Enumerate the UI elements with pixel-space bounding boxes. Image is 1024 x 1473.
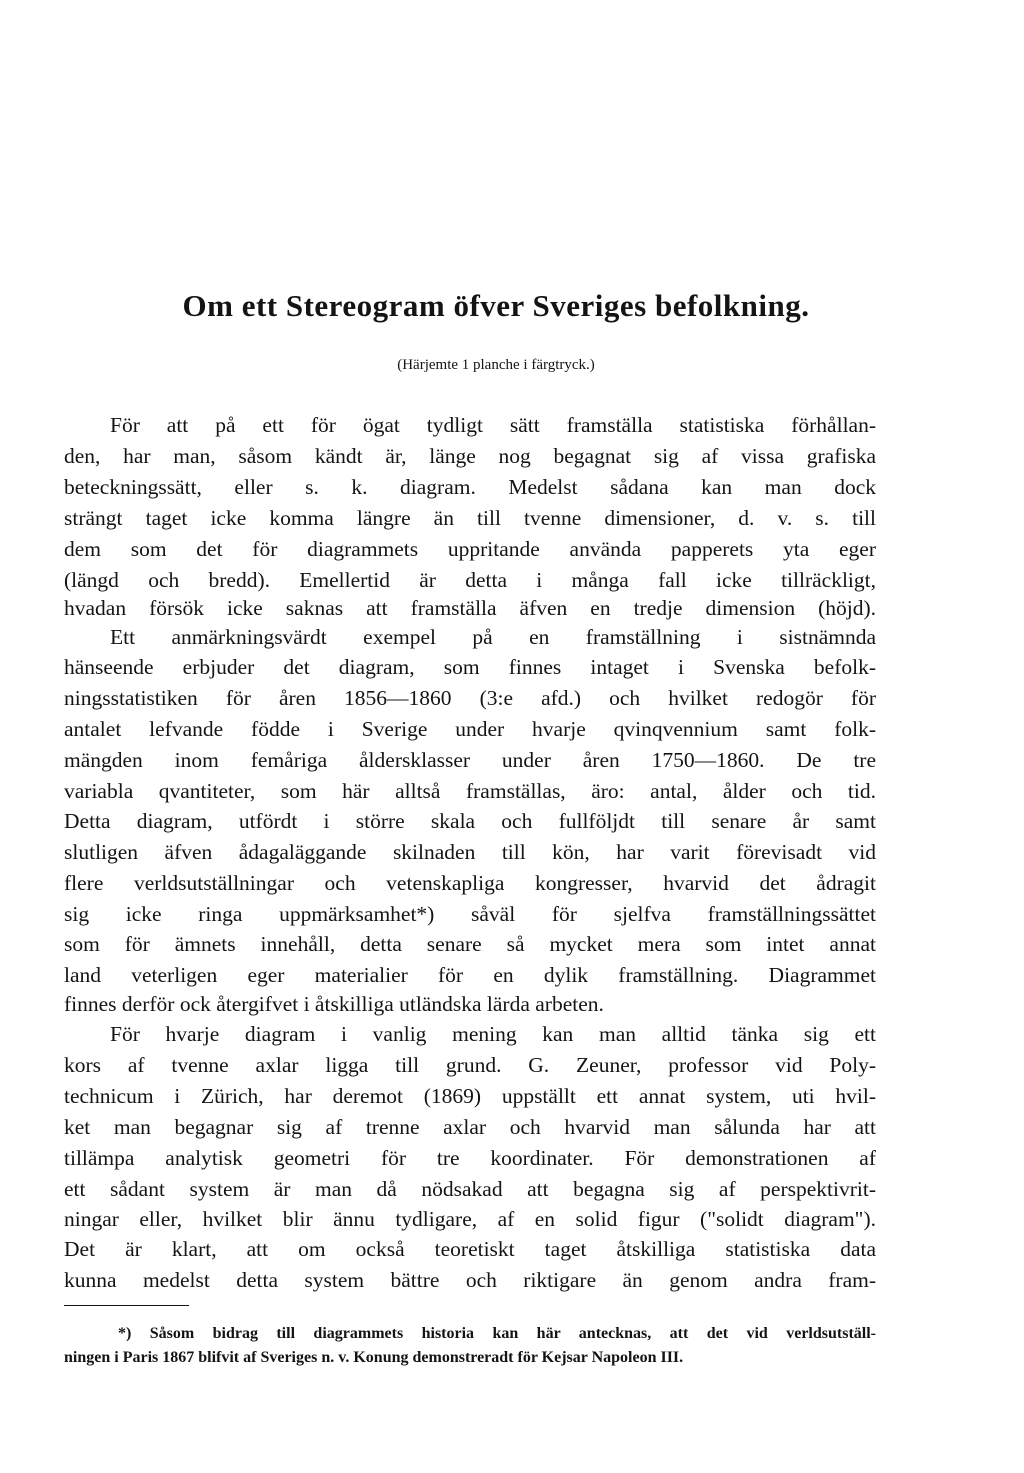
body-line: mängden inom femåriga åldersklasser under åren 1750—1860. De tre <box>64 748 876 772</box>
body-line: beteckningssätt, eller s. k. diagram. Medelst sådana kan man dock <box>64 475 876 499</box>
body-line: ningar eller, hvilket blir ännu tydligare, af en solid figur ("solidt diagram"). <box>64 1207 876 1231</box>
body-line: flere verldsutställningar och vetenskapliga kongresser, hvarvid det ådragit <box>64 871 876 895</box>
body-line: ett sådant system är man då nödsakad att begagna sig af perspektivrit- <box>64 1177 876 1201</box>
body-line: variabla qvantiteter, som här alltså framställas, äro: antal, ålder och tid. <box>64 779 876 803</box>
body-line: hvadan försök icke saknas att framställa äfven en tredje dimension (höjd). <box>64 596 876 620</box>
body-line: För att på ett för ögat tydligt sätt framställa statistiska förhållan- <box>110 413 876 437</box>
body-line: strängt taget icke komma längre än till tvenne dimensioner, d. v. s. till <box>64 506 876 530</box>
body-line: Det är klart, att om också teoretiskt taget åtskilliga statistiska data <box>64 1237 876 1261</box>
body-line: För hvarje diagram i vanlig mening kan man alltid tänka sig ett <box>110 1022 876 1046</box>
body-line: dem som det för diagrammets uppritande använda papperets yta eger <box>64 537 876 561</box>
body-line: tillämpa analytisk geometri för tre koordinater. För demonstrationen af <box>64 1146 876 1170</box>
body-line: antalet lefvande födde i Sverige under hvarje qvinqvennium samt folk- <box>64 717 876 741</box>
body-line: Ett anmärkningsvärdt exempel på en framställning i sistnämnda <box>110 625 876 649</box>
article-subtitle: (Härjemte 1 planche i färgtryck.) <box>397 357 595 373</box>
body-line: kors af tvenne axlar ligga till grund. G. Zeuner, professor vid Poly- <box>64 1053 876 1077</box>
footnote-line: *) Såsom bidrag till diagrammets historia kan här antecknas, att det vid verldsutställ- <box>118 1325 876 1342</box>
body-line: (längd och bredd). Emellertid är detta i många fall icke tillräckligt, <box>64 568 876 592</box>
body-line: Detta diagram, utfördt i större skala och fullföljdt till senare år samt <box>64 809 876 833</box>
body-line: som för ämnets innehåll, detta senare så mycket mera som intet annat <box>64 932 876 956</box>
body-line: ningsstatistiken för åren 1856—1860 (3:e afd.) och hvilket redogör för <box>64 686 876 710</box>
body-line: kunna medelst detta system bättre och riktigare än genom andra fram- <box>64 1268 876 1292</box>
body-line: den, har man, såsom kändt är, länge nog begagnat sig af vissa grafiska <box>64 444 876 468</box>
footnote-line: ningen i Paris 1867 blifvit af Sveriges n. v. Konung demonstreradt för Kejsar Napoleon III. <box>64 1349 684 1366</box>
article-title: Om ett Stereogram öfver Sveriges befolkning. <box>182 288 810 323</box>
body-line: sig icke ringa uppmärksamhet*) såväl för sjelfva framställningssättet <box>64 902 876 926</box>
body-line: land veterligen eger materialier för en dylik framställning. Diagrammet <box>64 963 876 987</box>
body-line: hänseende erbjuder det diagram, som finnes intaget i Svenska befolk- <box>64 655 876 679</box>
body-line: technicum i Zürich, har deremot (1869) uppställt ett annat system, uti hvil- <box>64 1084 876 1108</box>
footnote-rule <box>64 1305 189 1306</box>
body-line: slutligen äfven ådagaläggande skilnaden till kön, har varit förevisadt vid <box>64 840 876 864</box>
body-line: ket man begagnar sig af trenne axlar och hvarvid man sålunda har att <box>64 1115 876 1139</box>
body-line: finnes derför ock återgifvet i åtskilliga utländska lärda arbeten. <box>64 992 604 1016</box>
